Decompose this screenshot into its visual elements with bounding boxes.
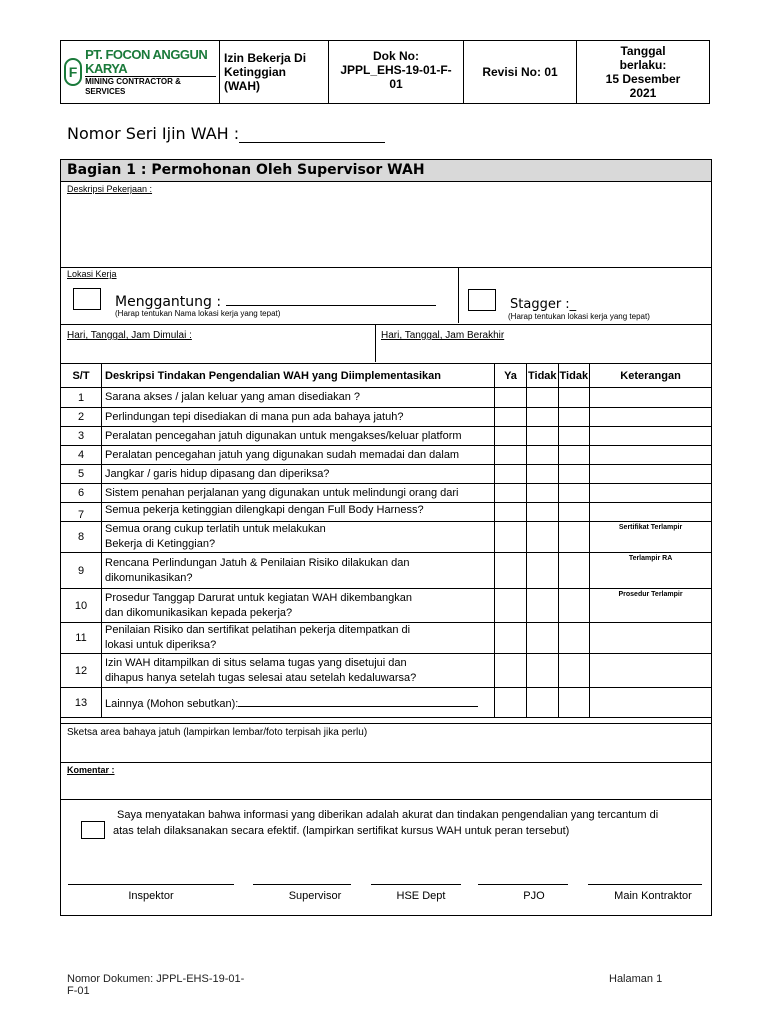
col-header-no: S/T	[61, 364, 102, 388]
no-checkbox-cell[interactable]	[527, 623, 559, 654]
no-checkbox-cell-2[interactable]	[558, 427, 590, 446]
row-number: 9	[61, 553, 102, 589]
row-description-text: Peralatan pencegahan jatuh digunakan untuk mengakses/keluar platform	[105, 429, 462, 442]
row-description	[102, 654, 495, 688]
no-checkbox-cell[interactable]	[527, 484, 559, 503]
row-number: 2	[61, 408, 102, 427]
row-description	[102, 503, 495, 522]
supervisor-signature-line[interactable]	[253, 884, 351, 885]
stagger-checkbox[interactable]	[468, 289, 496, 311]
table-row	[61, 484, 711, 503]
table-row	[61, 408, 711, 427]
divider	[61, 324, 711, 325]
divider	[61, 799, 711, 800]
row-description-text: Sistem penahan perjalanan yang digunakan untuk melindungi orang dari	[105, 486, 459, 499]
company-logo	[64, 41, 216, 103]
yes-checkbox-cell[interactable]	[495, 446, 527, 465]
row-number: 1	[61, 388, 102, 408]
no-checkbox-cell[interactable]	[527, 522, 559, 553]
row-note[interactable]	[590, 465, 711, 484]
hse-signature-line[interactable]	[371, 884, 461, 885]
hanging-location-field[interactable]	[226, 293, 436, 306]
row-description	[102, 446, 495, 465]
hanging-checkbox[interactable]	[73, 288, 101, 310]
row-number: 6	[61, 484, 102, 503]
row-description-text-2: Bekerja di Ketinggian?	[105, 538, 216, 550]
no-checkbox-cell-2[interactable]	[558, 465, 590, 484]
job-description-label: Deskripsi Pekerjaan :	[67, 184, 153, 194]
serial-number-field[interactable]	[239, 126, 385, 143]
no-checkbox-cell-2[interactable]	[558, 408, 590, 427]
row-number: 12	[61, 654, 102, 688]
hanging-label-row	[115, 293, 436, 310]
table-row	[61, 522, 711, 553]
row-description-text-2: dikomunikasikan?	[105, 571, 193, 584]
effective-date: 15 Desember 2021	[605, 72, 681, 100]
comment-field[interactable]	[61, 777, 711, 799]
row-note[interactable]	[590, 484, 711, 503]
no-checkbox-cell[interactable]	[527, 388, 559, 408]
signature-label-inspector: Inspektor	[128, 890, 174, 902]
work-location-label: Lokasi Kerja	[67, 269, 117, 279]
no-checkbox-cell[interactable]	[527, 446, 559, 465]
doc-title: Izin Bekerja Di Ketinggian (WAH)	[224, 51, 307, 93]
sketch-label: Sketsa area bahaya jatuh (lampirkan lembar/foto terpisah jika perlu)	[67, 727, 368, 738]
control-checklist-table	[61, 363, 711, 718]
row-description	[102, 484, 495, 503]
row-number: 3	[61, 427, 102, 446]
doc-number: Dok No: JPPL_EHS-19-01-F-01	[340, 49, 452, 91]
no-checkbox-cell-2[interactable]	[558, 623, 590, 654]
section-title: Bagian 1 : Permohonan Oleh Supervisor WAH	[67, 162, 425, 178]
yes-checkbox-cell[interactable]	[495, 654, 527, 688]
yes-checkbox-cell[interactable]	[495, 408, 527, 427]
row-number: 11	[61, 623, 102, 654]
company-subtitle: MINING CONTRACTOR & SERVICES	[85, 76, 216, 97]
row-note[interactable]	[590, 623, 711, 654]
table-row	[61, 388, 711, 408]
footer-doc-number	[67, 973, 244, 997]
serial-number-row	[67, 124, 385, 143]
table-row	[61, 465, 711, 484]
row-description	[102, 522, 495, 553]
table-row	[61, 654, 711, 688]
pjo-signature-line[interactable]	[478, 884, 568, 885]
signature-label-hse: HSE Dept	[396, 890, 446, 902]
table-row	[61, 589, 711, 623]
declaration-line-1: Saya menyatakan bahwa informasi yang diberikan adalah akurat dan tindakan pengendalian yang tercantum di	[117, 809, 659, 821]
row-note[interactable]	[590, 688, 711, 718]
logo-letter: F	[68, 64, 78, 80]
revision-number: Revisi No: 01	[482, 65, 558, 79]
table-row	[61, 688, 711, 718]
yes-checkbox-cell[interactable]	[495, 388, 527, 408]
row-number: 4	[61, 446, 102, 465]
signature-label-supervisor: Supervisor	[288, 890, 342, 902]
no-checkbox-cell[interactable]	[527, 408, 559, 427]
row-note[interactable]	[590, 446, 711, 465]
col-header-desc: Deskripsi Tindakan Pengendalian WAH yang Diimplementasikan	[102, 364, 495, 388]
row-description-text-2: dan dikomunikasikan kepada pekerja?	[105, 606, 293, 619]
no-checkbox-cell[interactable]	[527, 465, 559, 484]
doc-no-cell	[329, 41, 464, 104]
job-description-field[interactable]	[61, 196, 711, 266]
row-number: 13	[61, 688, 102, 718]
row-description-text: Peralatan pencegahan jatuh yang digunakan sudah memadai dan dalam	[105, 448, 460, 461]
no-checkbox-cell-2[interactable]	[558, 654, 590, 688]
yes-checkbox-cell[interactable]	[495, 484, 527, 503]
no-checkbox-cell[interactable]	[527, 503, 559, 522]
row-number: 5	[61, 465, 102, 484]
logo-cell	[61, 41, 220, 104]
row-description-text: Izin WAH ditampilkan di situs selama tugas yang disetujui dan	[105, 656, 407, 669]
table-row	[61, 427, 711, 446]
section-1-form	[60, 159, 712, 916]
col-header-no2: Tidak	[558, 364, 590, 388]
signature-label-contractor: Main Kontraktor	[614, 890, 692, 902]
footer-doc-number-line-2: F-01	[67, 985, 90, 997]
table-row	[61, 623, 711, 654]
declaration-line-2: atas telah dilaksanakan secara efektif. (lampirkan sertifikat kursus WAH untuk peran tersebut)	[113, 825, 570, 837]
row-description-text: Perlindungan tepi disediakan di mana pun ada bahaya jatuh?	[105, 410, 404, 423]
row-note[interactable]	[590, 408, 711, 427]
yes-checkbox-cell[interactable]	[495, 623, 527, 654]
row-note[interactable]	[590, 503, 711, 522]
row-description	[102, 427, 495, 446]
col-header-yes: Ya	[495, 364, 527, 388]
row-description	[102, 623, 495, 654]
doc-title-cell	[220, 41, 329, 104]
no-checkbox-cell-2[interactable]	[558, 388, 590, 408]
footer-page-number: Halaman 1	[609, 973, 663, 985]
yes-checkbox-cell[interactable]	[495, 465, 527, 484]
divider	[458, 267, 459, 323]
other-specify-field[interactable]	[238, 694, 478, 707]
start-time-label: Hari, Tanggal, Jam Dimulai :	[67, 330, 192, 341]
yes-checkbox-cell[interactable]	[495, 522, 527, 553]
signature-label-pjo: PJO	[523, 890, 545, 902]
serial-number-label: Nomor Seri Ijin WAH :	[67, 124, 240, 143]
table-row	[61, 553, 711, 589]
hanging-hint: (Harap tentukan Nama lokasi kerja yang tepat)	[115, 309, 281, 318]
row-description	[102, 408, 495, 427]
no-checkbox-cell-2[interactable]	[558, 503, 590, 522]
row-description-text: Sarana akses / jalan keluar yang aman disediakan ?	[105, 391, 360, 403]
row-description-text: Semua pekerja ketinggian dilengkapi dengan Full Body Harness?	[105, 504, 424, 516]
sketch-area[interactable]	[61, 740, 711, 762]
no-checkbox-cell-2[interactable]	[558, 484, 590, 503]
row-number: 10	[61, 589, 102, 623]
row-description	[102, 553, 495, 589]
no-checkbox-cell[interactable]	[527, 427, 559, 446]
yes-checkbox-cell[interactable]	[495, 503, 527, 522]
row-description	[102, 388, 495, 408]
table-row	[61, 446, 711, 465]
end-time-label: Hari, Tanggal, Jam Berakhir	[381, 330, 505, 341]
row-note[interactable]: Prosedur Terlampir	[590, 589, 711, 623]
row-description-text: Rencana Perlindungan Jatuh & Penilaian Risiko dilakukan dan	[105, 556, 410, 569]
no-checkbox-cell-2[interactable]	[558, 553, 590, 589]
col-header-no1: Tidak	[527, 364, 559, 388]
row-note[interactable]	[590, 427, 711, 446]
row-note[interactable]: Sertifikat Terlampir	[590, 522, 711, 553]
effective-date-cell	[577, 41, 710, 104]
stagger-label[interactable]: Stagger :_	[510, 297, 577, 312]
logo-icon	[64, 58, 82, 86]
no-checkbox-cell[interactable]	[527, 654, 559, 688]
stagger-hint: (Harap tentukan lokasi kerja yang tepat)	[508, 312, 650, 321]
yes-checkbox-cell[interactable]	[495, 427, 527, 446]
table-header-row	[61, 364, 711, 388]
row-number: 8	[61, 522, 102, 553]
revision-cell	[464, 41, 577, 104]
row-description-text-2: lokasi untuk diperiksa?	[105, 639, 217, 651]
no-checkbox-cell[interactable]	[527, 553, 559, 589]
row-description-text-2: dihapus hanya setelah tugas selesai atau setelah kedaluwarsa?	[105, 671, 417, 684]
no-checkbox-cell-2[interactable]	[558, 589, 590, 623]
company-name: PT. FOCON ANGGUN KARYA	[85, 46, 208, 76]
no-checkbox-cell[interactable]	[527, 688, 559, 718]
row-note[interactable]	[590, 388, 711, 408]
yes-checkbox-cell[interactable]	[495, 688, 527, 718]
divider	[375, 324, 376, 362]
inspector-signature-line[interactable]	[68, 884, 234, 885]
footer-doc-number-line-1: Nomor Dokumen: JPPL-EHS-19-01-	[67, 973, 245, 985]
row-number: 7	[61, 503, 102, 522]
hanging-label: Menggantung :	[115, 294, 222, 310]
no-checkbox-cell[interactable]	[527, 589, 559, 623]
col-header-note: Keterangan	[590, 364, 711, 388]
row-note[interactable]	[590, 654, 711, 688]
row-description-text: Jangkar / garis hidup dipasang dan diperiksa?	[105, 467, 330, 480]
row-description	[102, 465, 495, 484]
no-checkbox-cell-2[interactable]	[558, 522, 590, 553]
section-title-bar	[61, 160, 711, 182]
yes-checkbox-cell[interactable]	[495, 589, 527, 623]
row-description-text: Lainnya (Mohon sebutkan):	[105, 697, 239, 710]
row-description-text: Prosedur Tanggap Darurat untuk kegiatan WAH dikembangkan	[105, 591, 412, 604]
contractor-signature-line[interactable]	[588, 884, 702, 885]
table-row	[61, 503, 711, 522]
declaration-checkbox[interactable]	[81, 821, 105, 839]
row-description-text: Semua orang cukup terlatih untuk melakukan	[105, 523, 326, 535]
effective-label: Tanggal berlaku:	[619, 44, 667, 72]
row-description	[102, 688, 495, 718]
document-header	[60, 40, 710, 104]
no-checkbox-cell-2[interactable]	[558, 446, 590, 465]
divider	[61, 723, 711, 724]
comment-label: Komentar :	[67, 765, 115, 775]
row-note[interactable]: Terlampir RA	[590, 553, 711, 589]
yes-checkbox-cell[interactable]	[495, 553, 527, 589]
divider	[61, 762, 711, 763]
no-checkbox-cell-2[interactable]	[558, 688, 590, 718]
row-description-text: Penilaian Risiko dan sertifikat pelatihan pekerja ditempatkan di	[105, 624, 411, 636]
divider	[61, 267, 711, 268]
row-description	[102, 589, 495, 623]
